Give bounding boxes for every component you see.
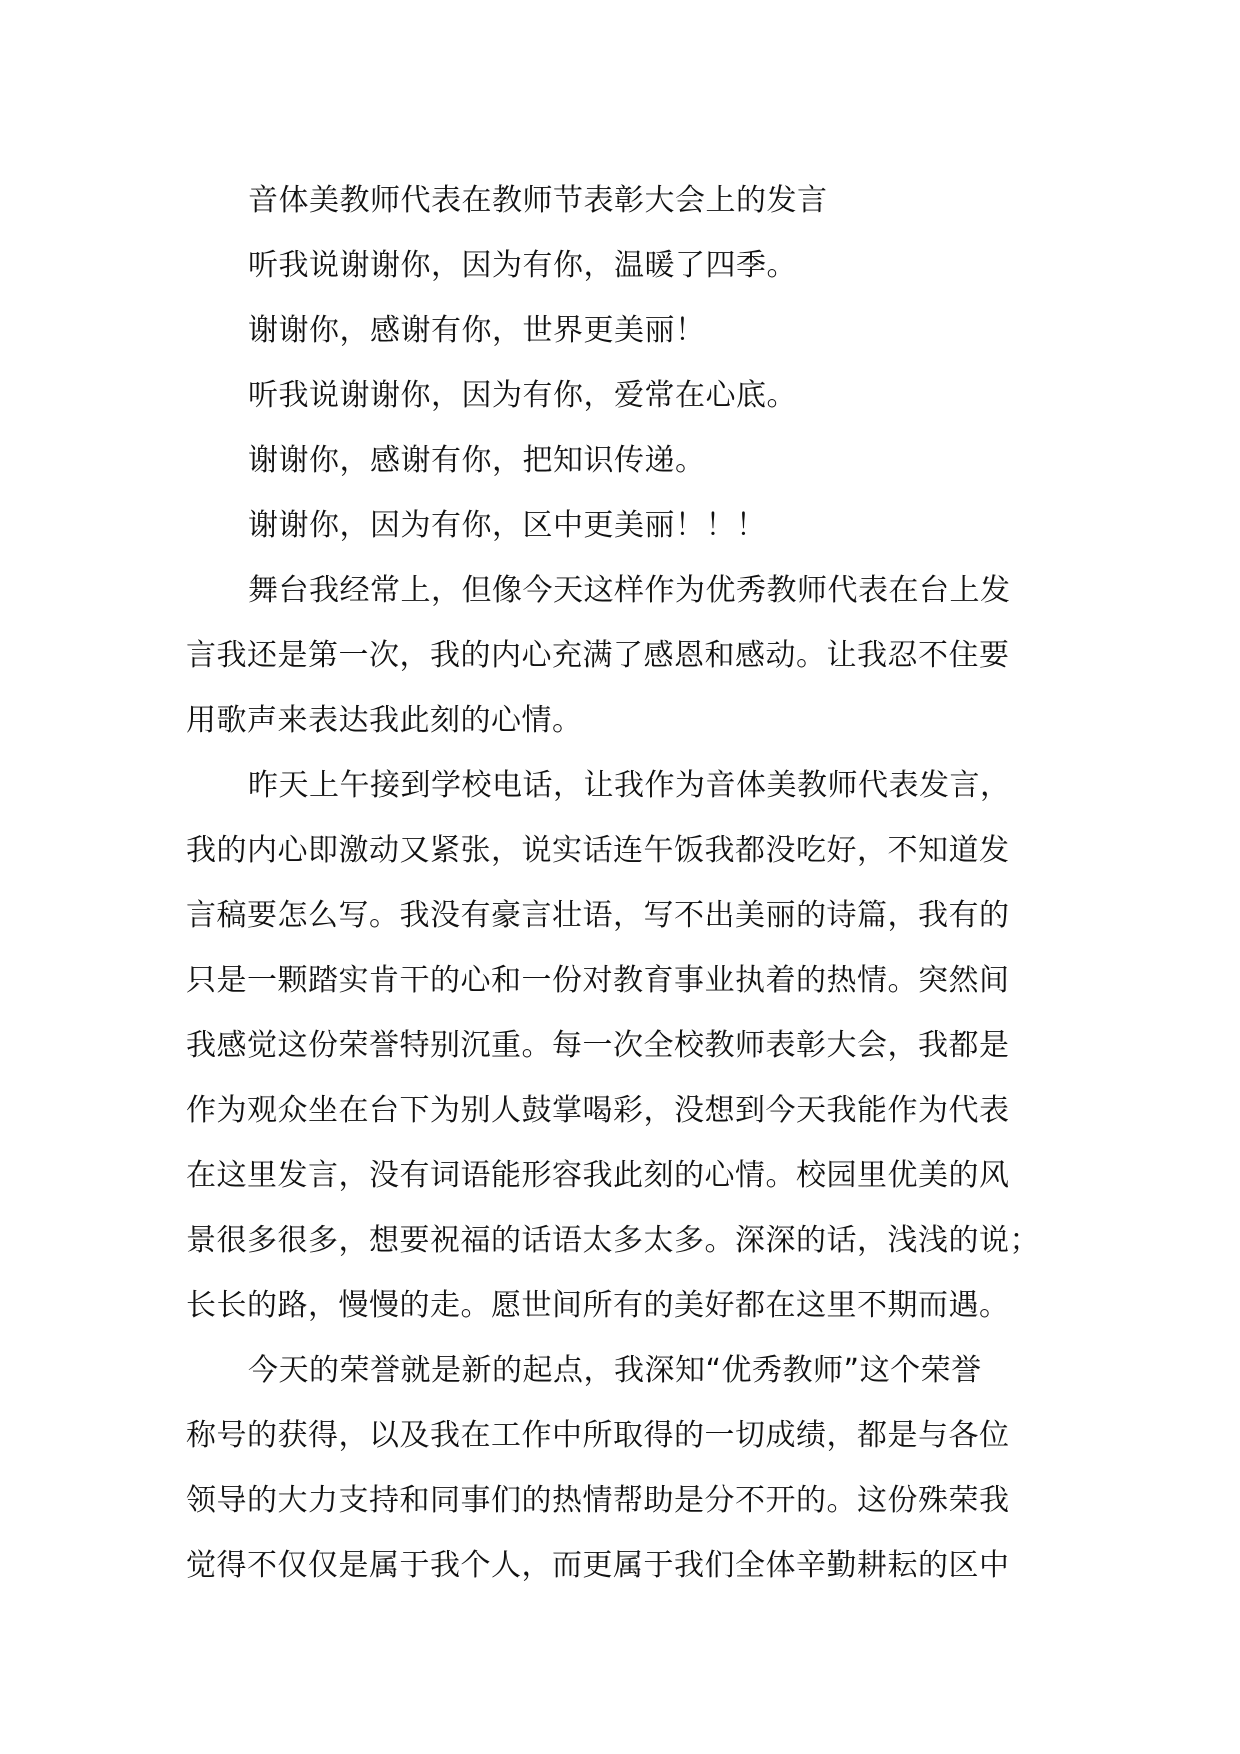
paragraph-line: 昨天上午接到学校电话，让我作为音体美教师代表发言， (248, 768, 1011, 803)
verse-line: 听我说谢谢你，因为有你，温暖了四季。 (248, 248, 797, 283)
paragraph-line: 只是一颗踏实肯干的心和一份对教育事业执着的热情。突然间 (186, 963, 1010, 998)
paragraph-line: 作为观众坐在台下为别人鼓掌喝彩，没想到今天我能作为代表 (186, 1093, 1010, 1128)
paragraph-line: 长长的路，慢慢的走。愿世间所有的美好都在这里不期而遇。 (186, 1288, 1010, 1323)
paragraph-3 (186, 1338, 1066, 1598)
verse-line: 谢谢你，因为有你，区中更美丽！！！ (248, 508, 767, 543)
paragraph-line: 用歌声来表达我此刻的心情。 (186, 703, 583, 738)
paragraph-2 (186, 753, 1066, 1338)
paragraph-line: 我的内心即激动又紧张，说实话连午饭我都没吃好，不知道发 (186, 833, 1010, 868)
paragraph-line: 觉得不仅仅是属于我个人，而更属于我们全体辛勤耕耘的区中 (186, 1548, 1010, 1583)
paragraph-line: 舞台我经常上，但像今天这样作为优秀教师代表在台上发 (248, 573, 1011, 608)
paragraph-1 (186, 558, 1066, 753)
verse-line: 谢谢你，感谢有你，把知识传递。 (248, 443, 706, 478)
verse-line: 听我说谢谢你，因为有你，爱常在心底。 (248, 378, 797, 413)
document-body (186, 168, 1066, 1598)
paragraph-line: 领导的大力支持和同事们的热情帮助是分不开的。这份殊荣我 (186, 1483, 1010, 1518)
paragraph-line: 我感觉这份荣誉特别沉重。每一次全校教师表彰大会，我都是 (186, 1028, 1010, 1063)
paragraph-line: 称号的获得，以及我在工作中所取得的一切成绩，都是与各位 (186, 1418, 1010, 1453)
paragraph-line: 今天的荣誉就是新的起点，我深知“优秀教师”这个荣誉 (248, 1353, 982, 1388)
verse-line: 谢谢你，感谢有你，世界更美丽！ (248, 313, 706, 348)
document-title: 音体美教师代表在教师节表彰大会上的发言 (248, 183, 828, 218)
paragraph-line: 言我还是第一次，我的内心充满了感恩和感动。让我忍不住要 (186, 638, 1010, 673)
paragraph-line: 在这里发言，没有词语能形容我此刻的心情。校园里优美的风 (186, 1158, 1010, 1193)
paragraph-line: 言稿要怎么写。我没有豪言壮语，写不出美丽的诗篇，我有的 (186, 898, 1010, 933)
paragraph-line: 景很多很多，想要祝福的话语太多太多。深深的话，浅浅的说； (186, 1223, 1040, 1258)
